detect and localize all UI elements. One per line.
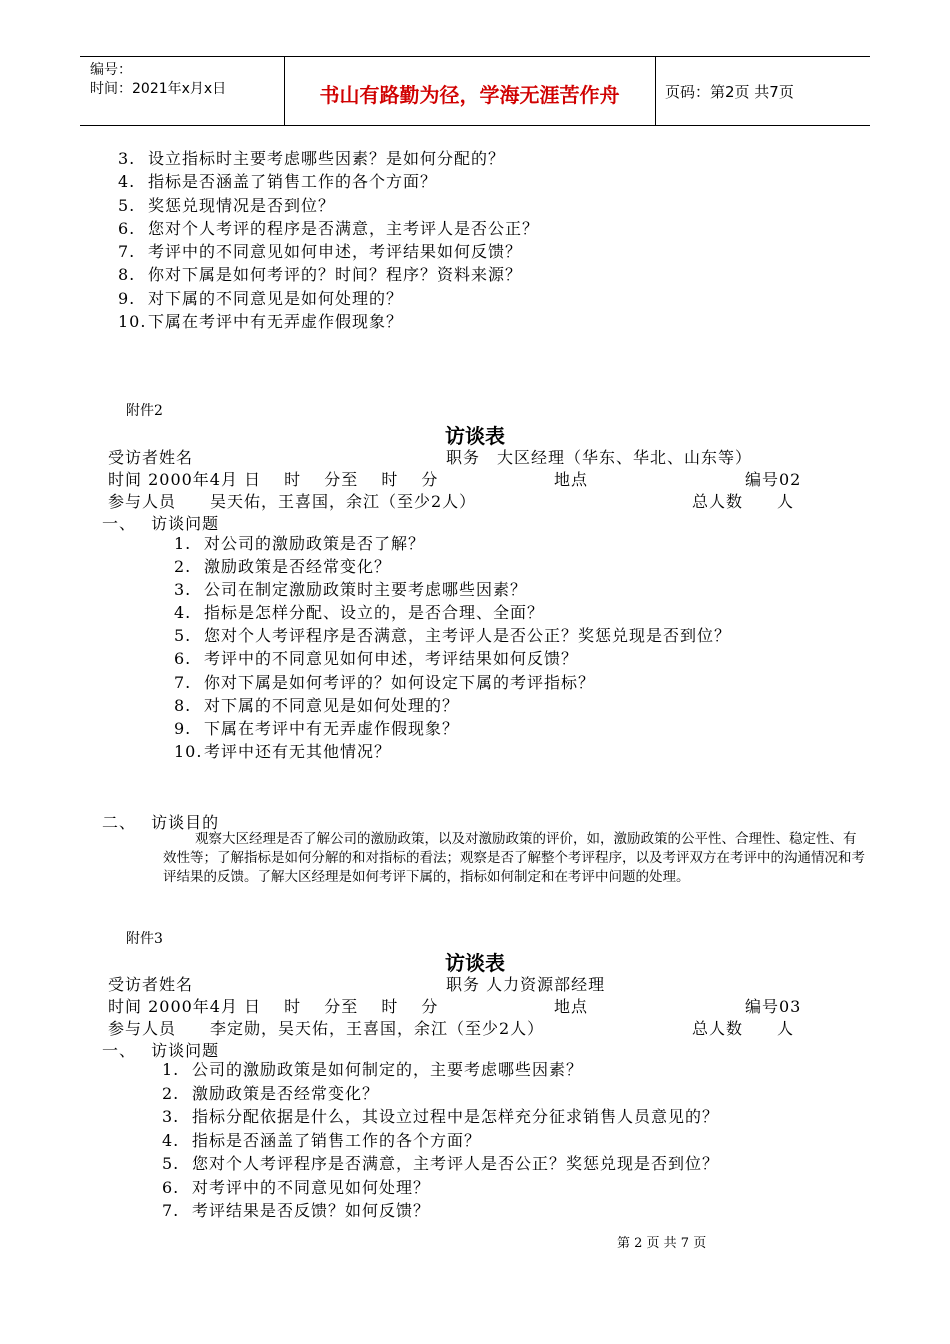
list-item <box>162 1176 719 1200</box>
annex-2-label: 附件2 <box>126 403 163 419</box>
list-item-text: 考评中的不同意见如何申述，考评结果如何反馈？ <box>204 649 579 669</box>
list-item-number: 9. <box>118 288 136 308</box>
list-item-text: 考评结果是否反馈？如何反馈？ <box>192 1201 431 1220</box>
list-item-number: 4. <box>174 603 192 623</box>
list-item <box>162 1105 719 1129</box>
position-field: 职务 大区经理（华东、华北、山东等） <box>446 448 753 467</box>
list-item-number: 2. <box>162 1083 180 1103</box>
time-field: 时间 2000年4月 日 时 分至 时 分 <box>108 997 439 1016</box>
section-heading-questions: 一、 访谈问题 <box>102 514 220 533</box>
list-item-number: 5. <box>174 626 192 646</box>
annex-3-label: 附件3 <box>126 931 163 947</box>
list-item-number: 10. <box>118 312 147 332</box>
interviewee-name-label: 受访者姓名 <box>108 975 194 994</box>
list-item-text: 您对个人考评程序是否满意，主考评人是否公正？奖惩兑现是否到位？ <box>192 1154 720 1173</box>
document-number-label: 编号： <box>90 62 132 78</box>
place-label: 地点 <box>554 470 589 489</box>
list-item <box>118 194 539 217</box>
annex-2-title: 访谈表 <box>445 424 505 448</box>
list-item-text: 奖惩兑现情况是否到位？ <box>148 195 336 215</box>
list-item <box>118 287 539 310</box>
list-item-number: 2. <box>174 557 192 577</box>
list-item <box>162 1129 719 1153</box>
participants-field: 参与人员 李定勋，吴天佑，王喜国，余江（至少2人） <box>108 1019 545 1038</box>
list-item <box>162 1058 719 1082</box>
document-date-label: 时间：2021年x月x日 <box>90 81 227 97</box>
list-item-number: 7. <box>174 672 192 692</box>
list-item-text: 激励政策是否经常变化？ <box>204 557 392 577</box>
list-item-number: 1. <box>174 534 192 553</box>
list-item-text: 设立指标时主要考虑哪些因素？是如何分配的？ <box>148 149 506 168</box>
list-item <box>162 1152 719 1176</box>
list-item <box>174 532 731 555</box>
list-item-number: 8. <box>118 265 136 285</box>
list-item-text: 指标是否涵盖了销售工作的各个方面？ <box>148 172 438 192</box>
list-item <box>174 740 731 763</box>
question-list-continued <box>118 147 539 333</box>
list-item-text: 公司的激励政策是如何制定的，主要考虑哪些因素？ <box>192 1060 584 1079</box>
serial-number: 编号03 <box>745 997 802 1016</box>
list-item-number: 3. <box>118 149 136 168</box>
list-item-number: 6. <box>118 218 136 238</box>
annex-3-title: 访谈表 <box>445 951 505 975</box>
list-item-text: 考评中的不同意见如何申述，考评结果如何反馈？ <box>148 242 523 262</box>
list-item-text: 对公司的激励政策是否了解？ <box>204 534 426 553</box>
purpose-paragraph: 观察大区经理是否了解公司的激励政策，以及对激励政策的评价，如，激励政策的公平性、合理性、稳定性、有效性等；了解指标是如何分解的和对指标的看法；观察是否了解整个考评程序，以及考评双方在考评中的沟通情况和考评结果的反馈。了解大区经理是如何考评下属的，指标如何制定和在考评中问题的处理。 <box>163 831 865 885</box>
list-item-text: 您对个人考评的程序是否满意，主考评人是否公正？ <box>148 218 540 238</box>
list-item <box>174 601 731 624</box>
list-item-text: 公司在制定激励政策时主要考虑哪些因素？ <box>204 580 528 600</box>
total-people-field: 总人数 人 <box>692 492 795 511</box>
header-slogan: 书山有路勤为径，学海无涯苦作舟 <box>319 83 620 107</box>
list-item <box>174 647 731 670</box>
header-page-info: 页码：第2页 共7页 <box>665 83 794 101</box>
list-item-number: 8. <box>174 695 192 715</box>
list-item <box>118 217 539 240</box>
position-field: 职务 人力资源部经理 <box>446 975 606 994</box>
list-item-number: 6. <box>174 649 192 669</box>
list-item <box>118 263 539 286</box>
list-item-number: 5. <box>162 1154 180 1173</box>
list-item <box>118 147 539 170</box>
list-item-text: 对下属的不同意见是如何处理的？ <box>148 288 404 308</box>
section-heading-questions: 一、 访谈问题 <box>102 1041 220 1060</box>
list-item <box>174 578 731 601</box>
list-item <box>118 310 539 333</box>
list-item-number: 1. <box>162 1060 180 1079</box>
list-item <box>174 671 731 694</box>
list-item-text: 你对下属是如何考评的？如何设定下属的考评指标？ <box>204 672 596 692</box>
list-item-text: 对考评中的不同意见如何处理？ <box>192 1177 431 1197</box>
total-people-field: 总人数 人 <box>692 1019 795 1038</box>
header-divider <box>655 57 656 125</box>
interviewee-name-label: 受访者姓名 <box>108 448 194 467</box>
list-item-number: 3. <box>174 580 192 600</box>
list-item <box>162 1199 719 1223</box>
list-item-text: 下属在考评中有无弄虚作假现象？ <box>148 312 404 332</box>
list-item-text: 对下属的不同意见是如何处理的？ <box>204 695 460 715</box>
list-item-number: 10. <box>174 741 203 761</box>
serial-number: 编号02 <box>745 470 802 489</box>
list-item <box>174 717 731 740</box>
header-meta <box>90 61 226 99</box>
list-item <box>162 1082 719 1106</box>
section-heading-purpose: 二、 访谈目的 <box>102 813 220 832</box>
list-item-text: 考评中还有无其他情况？ <box>204 741 392 761</box>
list-item-text: 您对个人考评程序是否满意，主考评人是否公正？奖惩兑现是否到位？ <box>204 626 732 646</box>
list-item <box>118 170 539 193</box>
list-item-text: 下属在考评中有无弄虚作假现象？ <box>204 718 460 738</box>
list-item-number: 7. <box>118 242 136 262</box>
time-field: 时间 2000年4月 日 时 分至 时 分 <box>108 470 439 489</box>
annex-2-question-list <box>174 532 731 763</box>
list-item <box>174 555 731 578</box>
annex-3-question-list <box>162 1058 719 1223</box>
list-item <box>174 694 731 717</box>
list-item-number: 7. <box>162 1201 180 1220</box>
participants-field: 参与人员 吴天佑，王喜国，余江（至少2人） <box>108 492 477 511</box>
list-item-number: 3. <box>162 1107 180 1126</box>
list-item-number: 4. <box>118 172 136 192</box>
list-item-number: 9. <box>174 718 192 738</box>
list-item-number: 6. <box>162 1177 180 1197</box>
page-header <box>80 56 870 126</box>
list-item-text: 指标是否涵盖了销售工作的各个方面？ <box>192 1130 482 1150</box>
list-item-text: 你对下属是如何考评的？时间？程序？资料来源？ <box>148 265 523 285</box>
list-item <box>174 624 731 647</box>
list-item-text: 指标是怎样分配、设立的，是否合理、全面？ <box>204 603 545 623</box>
list-item-number: 4. <box>162 1130 180 1150</box>
list-item-text: 指标分配依据是什么，其设立过程中是怎样充分征求销售人员意见的？ <box>192 1107 720 1126</box>
list-item <box>118 240 539 263</box>
list-item-number: 5. <box>118 195 136 215</box>
page-footer: 第 2 页 共 7 页 <box>617 1236 707 1251</box>
place-label: 地点 <box>554 997 589 1016</box>
list-item-text: 激励政策是否经常变化？ <box>192 1083 380 1103</box>
